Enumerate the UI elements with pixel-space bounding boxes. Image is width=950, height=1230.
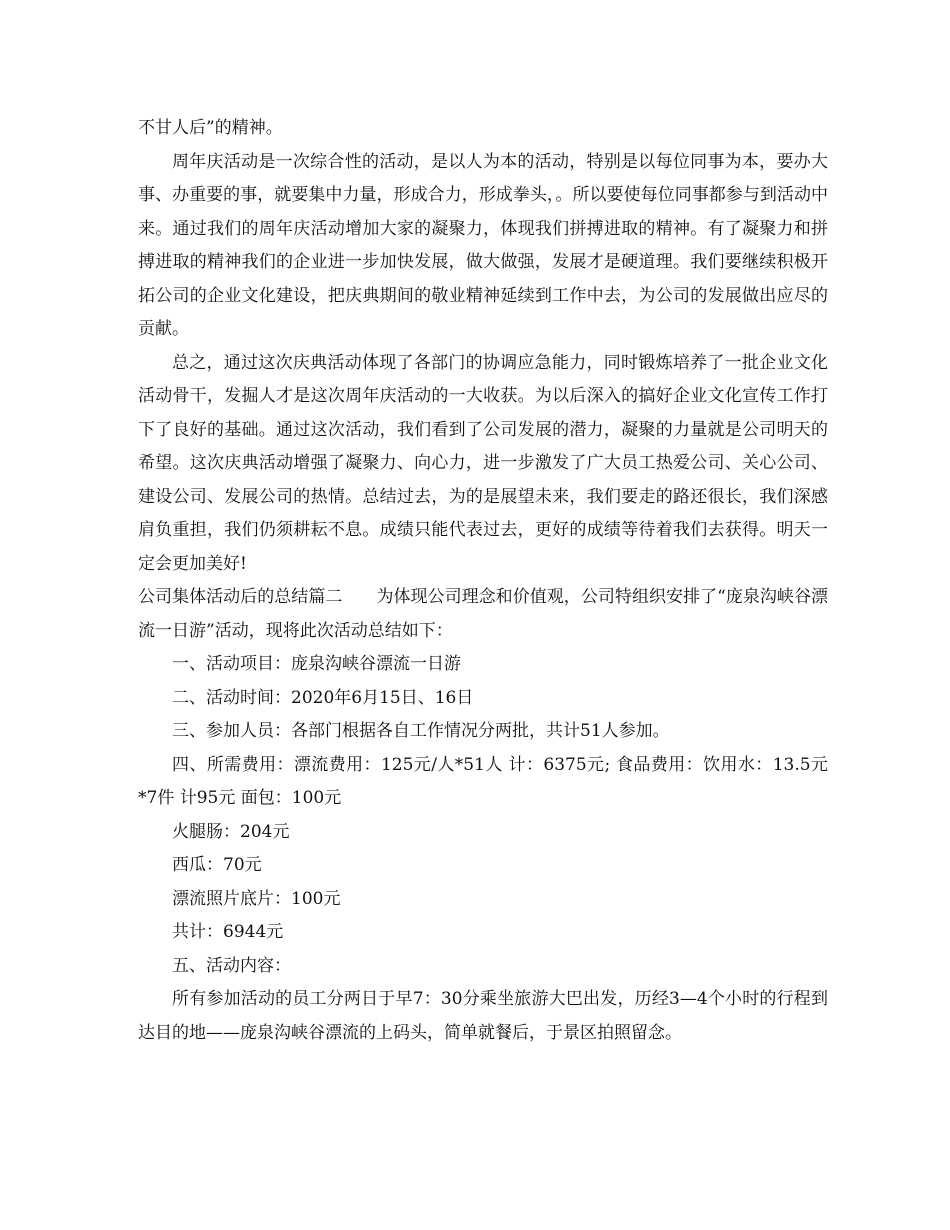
- item-costs: 四、所需费用：漂流费用：125元/人*51人 计：6375元; 食品费用：饮用水：13.5元*7件 计95元 面包：100元: [138, 754, 828, 808]
- cost-total: 共计：6944元: [172, 922, 284, 942]
- paragraph-spirit-ending: 不甘人后”的精神。: [138, 118, 283, 138]
- document-page: [138, 112, 828, 1050]
- item-participants: 三、参加人员：各部门根据各自工作情况分两批，共计51人参加。: [172, 721, 670, 741]
- cost-watermelon: 西瓜：70元: [172, 855, 262, 875]
- item-activity-time: 二、活动时间：2020年6月15日、16日: [172, 687, 474, 708]
- section-heading-part-two: 公司集体活动后的总结篇二 为体现公司理念和价值观，公司特组织安排了“庞泉沟峡谷漂流一日游”活动，现将此次活动总结如下：: [138, 587, 828, 641]
- cost-ham: 火腿肠：204元: [172, 821, 290, 842]
- paragraph-conclusion: 总之，通过这次庆典活动体现了各部门的协调应急能力，同时锻炼培养了一批企业文化活动骨干，发掘人才是这次周年庆活动的一大收获。为以后深入的搞好企业文化宣传工作打下了良好的基础。通过这次活动，我们看到了公司发展的潜力，凝聚的力量就是公司明天的希望。这次庆典活动增强了凝聚力、向心力，进一步激发了广大员工热爱公司、关心公司、建设公司、发展公司的热情。总结过去，为的是展望未来，我们要走的路还很长，我们深感肩负重担，我们仍须耕耘不息。成绩只能代表过去，更好的成绩等待着我们去获得。明天一定会更加美好!: [138, 352, 828, 574]
- item-activity-content: 五、活动内容：: [172, 955, 291, 976]
- item-activity-project: 一、活动项目：庞泉沟峡谷漂流一日游: [172, 654, 461, 674]
- paragraph-itinerary: 所有参加活动的员工分两日于早7：30分乘坐旅游大巴出发，历经3—4个小时的行程到达目的地——庞泉沟峡谷漂流的上码头，简单就餐后，于景区拍照留念。: [138, 989, 828, 1043]
- cost-photos: 漂流照片底片：100元: [172, 888, 341, 909]
- paragraph-anniversary: 周年庆活动是一次综合性的活动，是以人为本的活动，特别是以每位同事为本，要办大事、办重要的事，就要集中力量，形成合力，形成拳头，。所以要使每位同事都参与到活动中来。通过我们的周年庆活动增加大家的凝聚力，体现我们拼搏进取的精神。有了凝聚力和拼搏进取的精神我们的企业进一步加快发展，做大做强，发展才是硬道理。我们要继续积极开拓公司的企业文化建设，把庆典期间的敬业精神延续到工作中去，为公司的发展做出应尽的贡献。: [138, 151, 828, 339]
